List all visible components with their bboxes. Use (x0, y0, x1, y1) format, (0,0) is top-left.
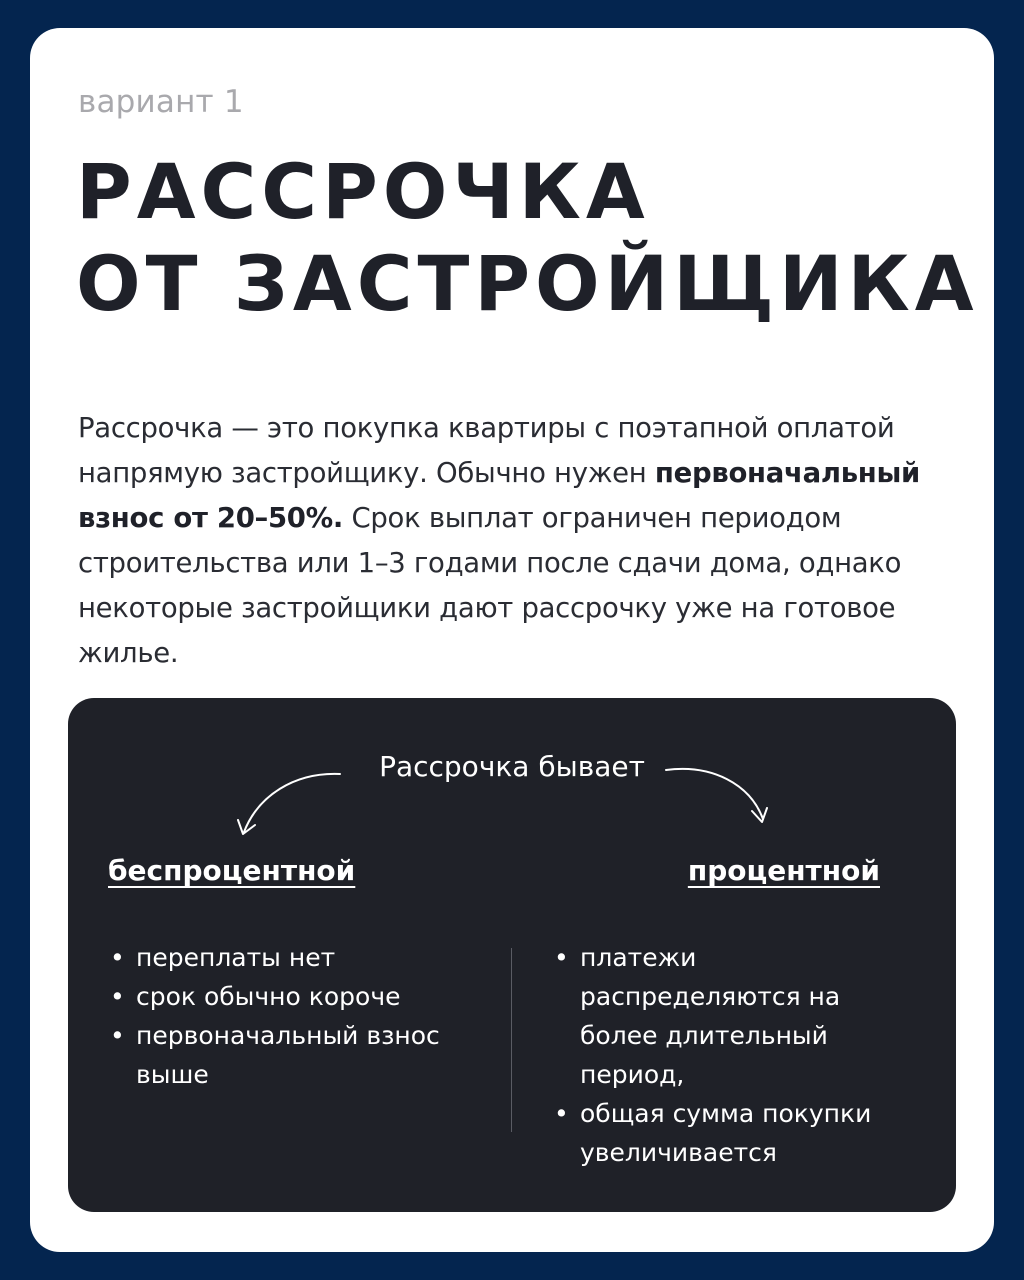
intro-paragraph (78, 406, 958, 676)
box-heading: Рассрочка бывает (379, 750, 645, 783)
intro-text-2: Срок выплат ограничен периодом строительства или 1–3 годами после сдачи дома, однако некоторые застройщики дают рассрочку уже на готовое жилье. (78, 501, 902, 669)
arrows-graphic (68, 698, 956, 878)
interest-bearing-label: процентной (687, 854, 880, 887)
column-divider (511, 948, 512, 1132)
page-title (76, 146, 979, 330)
installment-types-box (68, 698, 956, 1212)
list-item: • общая сумма покупки увеличивается (550, 1094, 890, 1172)
interest-free-list (106, 938, 486, 1094)
card (30, 28, 994, 1252)
list-item: • первоначальный взнос выше (106, 1016, 486, 1094)
intro-bold: первоначальный взнос от 20–50%. (78, 456, 921, 534)
list-item: • срок обычно короче (106, 977, 486, 1016)
list-item: • переплаты нет (106, 938, 486, 977)
interest-free-label: беспроцентной (108, 854, 356, 887)
interest-bearing-list (550, 938, 890, 1172)
variant-label: вариант 1 (78, 84, 244, 120)
list-item: • платежи распределяются на более длительный период, (550, 938, 890, 1094)
title-line-1: РАССРОЧКА (76, 147, 650, 236)
intro-text-1: Рассрочка — это покупка квартиры с поэтапной оплатой напрямую застройщику. Обычно нужен (78, 411, 895, 489)
title-line-2: ОТ ЗАСТРОЙЩИКА (76, 239, 979, 328)
